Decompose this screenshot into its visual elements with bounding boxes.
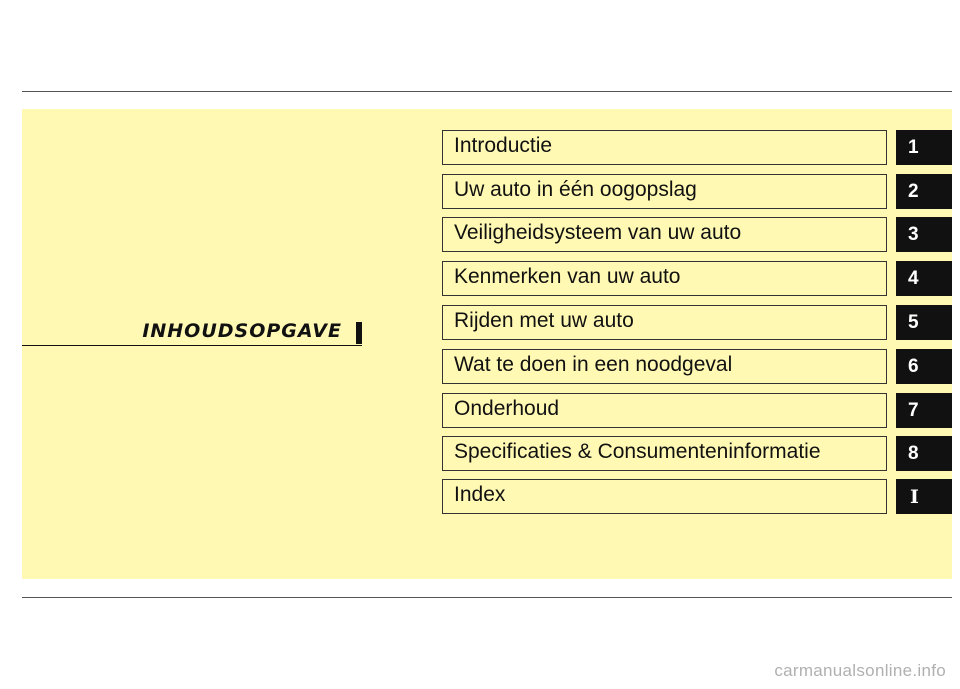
chapter-number: I xyxy=(910,486,919,508)
chapter-title-box[interactable] xyxy=(442,349,887,384)
chapter-number-tab[interactable] xyxy=(896,305,952,340)
chapter-title: Index xyxy=(454,483,506,506)
chapter-title: Kenmerken van uw auto xyxy=(454,265,681,288)
chapter-number: 7 xyxy=(908,400,919,421)
chapter-number-tab[interactable] xyxy=(896,479,952,514)
chapter-entry-7[interactable] xyxy=(442,393,952,428)
chapter-number-tab[interactable] xyxy=(896,349,952,384)
chapter-number: 3 xyxy=(908,224,919,245)
chapter-title-box[interactable] xyxy=(442,174,887,209)
toc-heading xyxy=(22,319,362,346)
chapter-title-box[interactable] xyxy=(442,436,887,471)
bottom-rule xyxy=(22,597,952,598)
chapter-title-box[interactable] xyxy=(442,305,887,340)
toc-heading-text: INHOUDSOPGAVE xyxy=(142,320,342,342)
top-rule xyxy=(22,91,952,92)
chapter-title: Wat te doen in een noodgeval xyxy=(454,353,733,376)
chapter-title: Rijden met uw auto xyxy=(454,309,634,332)
chapter-title-box[interactable] xyxy=(442,217,887,252)
chapter-title-box[interactable] xyxy=(442,479,887,514)
site-watermark: carmanualsonline.info xyxy=(774,661,946,680)
chapter-number: 1 xyxy=(908,137,919,158)
chapter-entry-5[interactable] xyxy=(442,305,952,340)
chapter-entry-index[interactable] xyxy=(442,479,952,514)
chapter-title: Uw auto in één oogopslag xyxy=(454,178,697,201)
chapter-number-tab[interactable] xyxy=(896,130,952,165)
chapter-number-tab[interactable] xyxy=(896,436,952,471)
chapter-number: 8 xyxy=(908,443,919,464)
chapter-number: 5 xyxy=(908,312,919,333)
chapter-title: Introductie xyxy=(454,134,553,157)
toc-panel xyxy=(22,109,952,579)
chapter-title: Onderhoud xyxy=(454,397,560,420)
chapter-number: 4 xyxy=(908,268,919,289)
chapter-number: 6 xyxy=(908,356,919,377)
chapter-title: Veiligheidsysteem van uw auto xyxy=(454,221,742,244)
chapter-number-tab[interactable] xyxy=(896,393,952,428)
chapter-entry-4[interactable] xyxy=(442,261,952,296)
chapter-title-box[interactable] xyxy=(442,261,887,296)
chapter-number-tab[interactable] xyxy=(896,217,952,252)
chapter-number-tab[interactable] xyxy=(896,261,952,296)
chapter-entry-6[interactable] xyxy=(442,349,952,384)
chapter-title: Specificaties & Consumenteninformatie xyxy=(454,440,821,463)
chapter-entry-2[interactable] xyxy=(442,174,952,209)
chapter-number-tab[interactable] xyxy=(896,174,952,209)
chapter-entry-3[interactable] xyxy=(442,217,952,252)
chapter-entry-8[interactable] xyxy=(442,436,952,471)
chapter-title-box[interactable] xyxy=(442,393,887,428)
toc-heading-bar xyxy=(356,322,362,344)
chapter-title-box[interactable] xyxy=(442,130,887,165)
chapter-number: 2 xyxy=(908,181,919,202)
chapter-entry-1[interactable] xyxy=(442,130,952,165)
